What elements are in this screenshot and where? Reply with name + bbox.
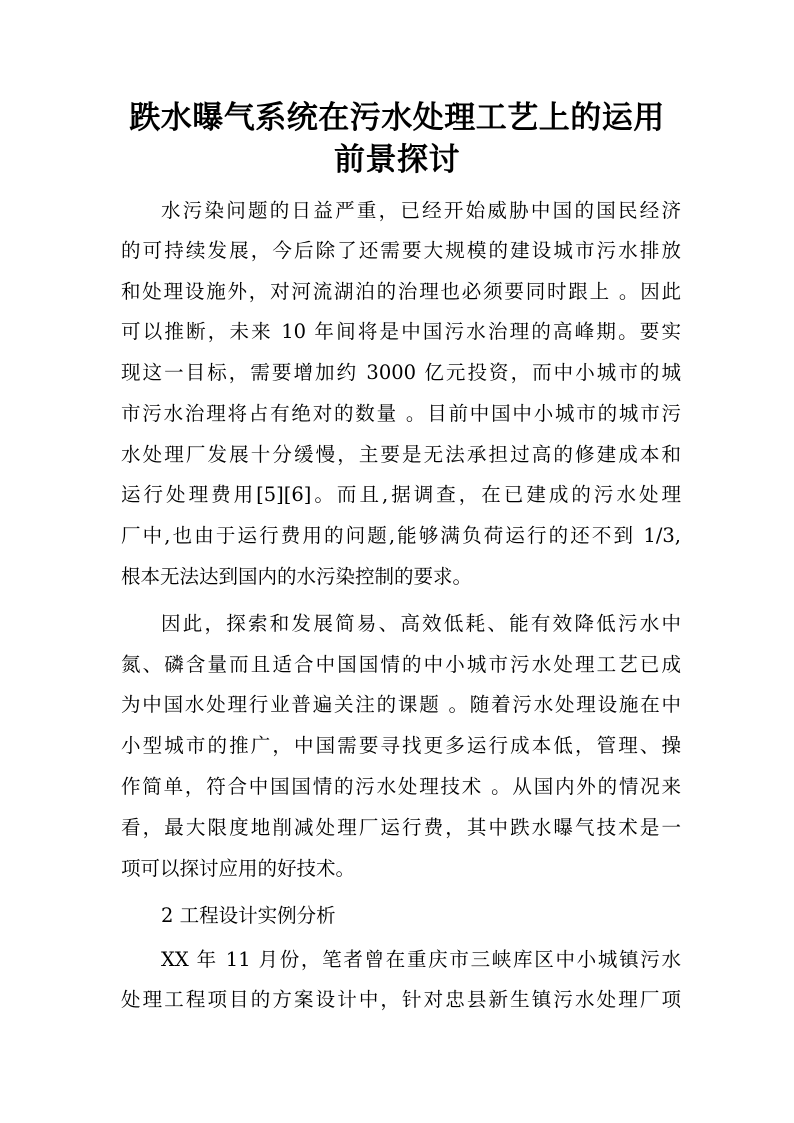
paragraph-2-line-6: 看，最大限度地削减处理厂运行费，其中跌水曝气技术是一 bbox=[121, 816, 681, 839]
paragraph-2-line-7: 项可以探讨应用的好技术。 bbox=[121, 857, 356, 880]
paragraph-2-line-3: 为中国水处理行业普遍关注的课题 。随着污水处理设施在中 bbox=[121, 693, 681, 716]
paragraph-1-line-10: 根本无法达到国内的水污染控制的要求。 bbox=[121, 565, 473, 588]
document-title-line-1: 跌水曝气系统在污水处理工艺上的运用 bbox=[129, 100, 665, 136]
paragraph-1-line-3: 和处理设施外，对河流湖泊的治理也必须要同时跟上 。因此 bbox=[121, 280, 681, 303]
document-title-line-2: 前景探讨 bbox=[334, 142, 460, 178]
paragraph-1-line-9: 厂中,也由于运行费用的问题,能够满负荷运行的还不到 1/3, bbox=[121, 524, 681, 547]
paragraph-1-line-8: 运行处理费用[5][6]。而且,据调查，在已建成的污水处理 bbox=[121, 483, 681, 506]
paragraph-2-line-2: 氮、磷含量而且适合中国国情的中小城市污水处理工艺已成 bbox=[121, 653, 681, 676]
paragraph-1-line-4: 可以推断，未来 10 年间将是中国污水治理的高峰期。要实 bbox=[121, 320, 681, 343]
paragraph-3-line-2: 处理工程项目的方案设计中，针对忠县新生镇污水处理厂项 bbox=[121, 988, 681, 1011]
section-heading: 2 工程设计实例分析 bbox=[161, 904, 336, 927]
paragraph-1-line-7: 水处理厂发展十分缓慢，主要是无法承担过高的修建成本和 bbox=[121, 443, 681, 466]
paragraph-1-line-2: 的可持续发展，今后除了还需要大规模的建设城市污水排放 bbox=[121, 239, 681, 262]
paragraph-2-line-4: 小型城市的推广，中国需要寻找更多运行成本低，管理、操 bbox=[121, 734, 681, 757]
paragraph-1-line-1: 水污染问题的日益严重，已经开始威胁中国的国民经济 bbox=[161, 199, 681, 222]
paragraph-3-line-1: XX 年 11 月份，笔者曾在重庆市三峡库区中小城镇污水 bbox=[161, 948, 681, 971]
paragraph-2-line-5: 作简单，符合中国国情的污水处理技术 。从国内外的情况来 bbox=[121, 775, 681, 798]
paragraph-2-line-1: 因此，探索和发展简易、高效低耗、能有效降低污水中 bbox=[161, 612, 681, 635]
paragraph-1-line-5: 现这一目标，需要增加约 3000 亿元投资，而中小城市的城 bbox=[121, 361, 681, 384]
paragraph-1-line-6: 市污水治理将占有绝对的数量 。目前中国中小城市的城市污 bbox=[121, 402, 681, 425]
